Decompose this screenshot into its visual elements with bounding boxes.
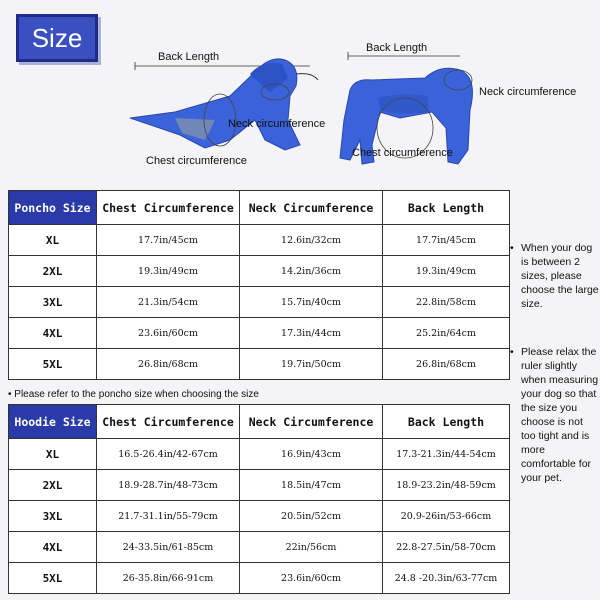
size-cell: 5XL — [9, 563, 97, 594]
size-cell: 2XL — [9, 470, 97, 501]
chest-cell: 26.8in/68cm — [97, 349, 240, 380]
chest-cell: 21.7-31.1in/55-79cm — [97, 501, 240, 532]
header-neck: Neck Circumference — [240, 405, 383, 439]
back-cell: 22.8-27.5in/58-70cm — [383, 532, 510, 563]
poncho-size-table — [8, 190, 510, 380]
back-cell: 25.2in/64cm — [383, 318, 510, 349]
back-cell: 17.7in/45cm — [383, 225, 510, 256]
header-chest: Chest Circumference — [97, 191, 240, 225]
header-back: Back Length — [383, 191, 510, 225]
size-cell: XL — [9, 439, 97, 470]
poncho-illustration — [130, 59, 318, 150]
chest-cell: 17.7in/45cm — [97, 225, 240, 256]
neck-cell: 20.5in/52cm — [240, 501, 383, 532]
poncho-chest-label: Chest circumference — [146, 155, 247, 167]
size-cell: 4XL — [9, 318, 97, 349]
table-row — [9, 563, 510, 594]
chest-cell: 18.9-28.7in/48-73cm — [97, 470, 240, 501]
neck-cell: 19.7in/50cm — [240, 349, 383, 380]
table-row — [9, 225, 510, 256]
neck-cell: 23.6in/60cm — [240, 563, 383, 594]
hoodie-neck-label: Neck circumference — [479, 86, 577, 98]
chest-cell: 16.5-26.4in/42-67cm — [97, 439, 240, 470]
table-row — [9, 470, 510, 501]
neck-cell: 16.9in/43cm — [240, 439, 383, 470]
back-cell: 24.8 -20.3in/63-77cm — [383, 563, 510, 594]
poncho-reference-note: • Please refer to the poncho size when choosing the size — [8, 389, 259, 400]
neck-cell: 22in/56cm — [240, 532, 383, 563]
back-cell: 26.8in/68cm — [383, 349, 510, 380]
neck-cell: 18.5in/47cm — [240, 470, 383, 501]
table-row — [9, 349, 510, 380]
table-header-row — [9, 405, 510, 439]
header-size: Poncho Size — [9, 191, 97, 225]
note-text: Please refer to the poncho size when choosing the size — [14, 389, 259, 400]
poncho-back-length-label: Back Length — [158, 51, 220, 63]
chest-cell: 21.3in/54cm — [97, 287, 240, 318]
header-neck: Neck Circumference — [240, 191, 383, 225]
size-cell: 4XL — [9, 532, 97, 563]
size-title-badge: Size — [16, 14, 98, 62]
header-back: Back Length — [383, 405, 510, 439]
table-row — [9, 501, 510, 532]
table-row — [9, 256, 510, 287]
side-note-between-sizes: • When your dog is between 2 sizes, please choose the large size. — [510, 242, 599, 310]
back-cell: 17.3-21.3in/44-54cm — [383, 439, 510, 470]
back-cell: 22.8in/58cm — [383, 287, 510, 318]
size-cell: 3XL — [9, 287, 97, 318]
back-cell: 20.9-26in/53-66cm — [383, 501, 510, 532]
table-row — [9, 439, 510, 470]
chest-cell: 19.3in/49cm — [97, 256, 240, 287]
chest-cell: 24-33.5in/61-85cm — [97, 532, 240, 563]
neck-cell: 12.6in/32cm — [240, 225, 383, 256]
hoodie-chest-label: Chest circumference — [352, 147, 453, 159]
table-row — [9, 318, 510, 349]
chest-cell: 26-35.8in/66-91cm — [97, 563, 240, 594]
hoodie-back-length-label: Back Length — [366, 42, 428, 54]
bullet-icon: • — [510, 346, 514, 358]
neck-cell: 17.3in/44cm — [240, 318, 383, 349]
poncho-neck-label: Neck circumference — [228, 118, 326, 130]
chest-cell: 23.6in/60cm — [97, 318, 240, 349]
back-cell: 18.9-23.2in/48-59cm — [383, 470, 510, 501]
table-header-row — [9, 191, 510, 225]
neck-cell: 15.7in/40cm — [240, 287, 383, 318]
hoodie-size-table — [8, 404, 510, 594]
size-cell: 2XL — [9, 256, 97, 287]
header-chest: Chest Circumference — [97, 405, 240, 439]
size-cell: 3XL — [9, 501, 97, 532]
table-row — [9, 532, 510, 563]
table-row — [9, 287, 510, 318]
header-size: Hoodie Size — [9, 405, 97, 439]
bullet-icon: • — [510, 242, 514, 254]
size-cell: 5XL — [9, 349, 97, 380]
side-note-measuring: • Please relax the ruler slightly when measuring your dog so that the size you choose is not too tight and is more comfortable for your pet. — [510, 346, 599, 484]
size-cell: XL — [9, 225, 97, 256]
back-cell: 19.3in/49cm — [383, 256, 510, 287]
neck-cell: 14.2in/36cm — [240, 256, 383, 287]
